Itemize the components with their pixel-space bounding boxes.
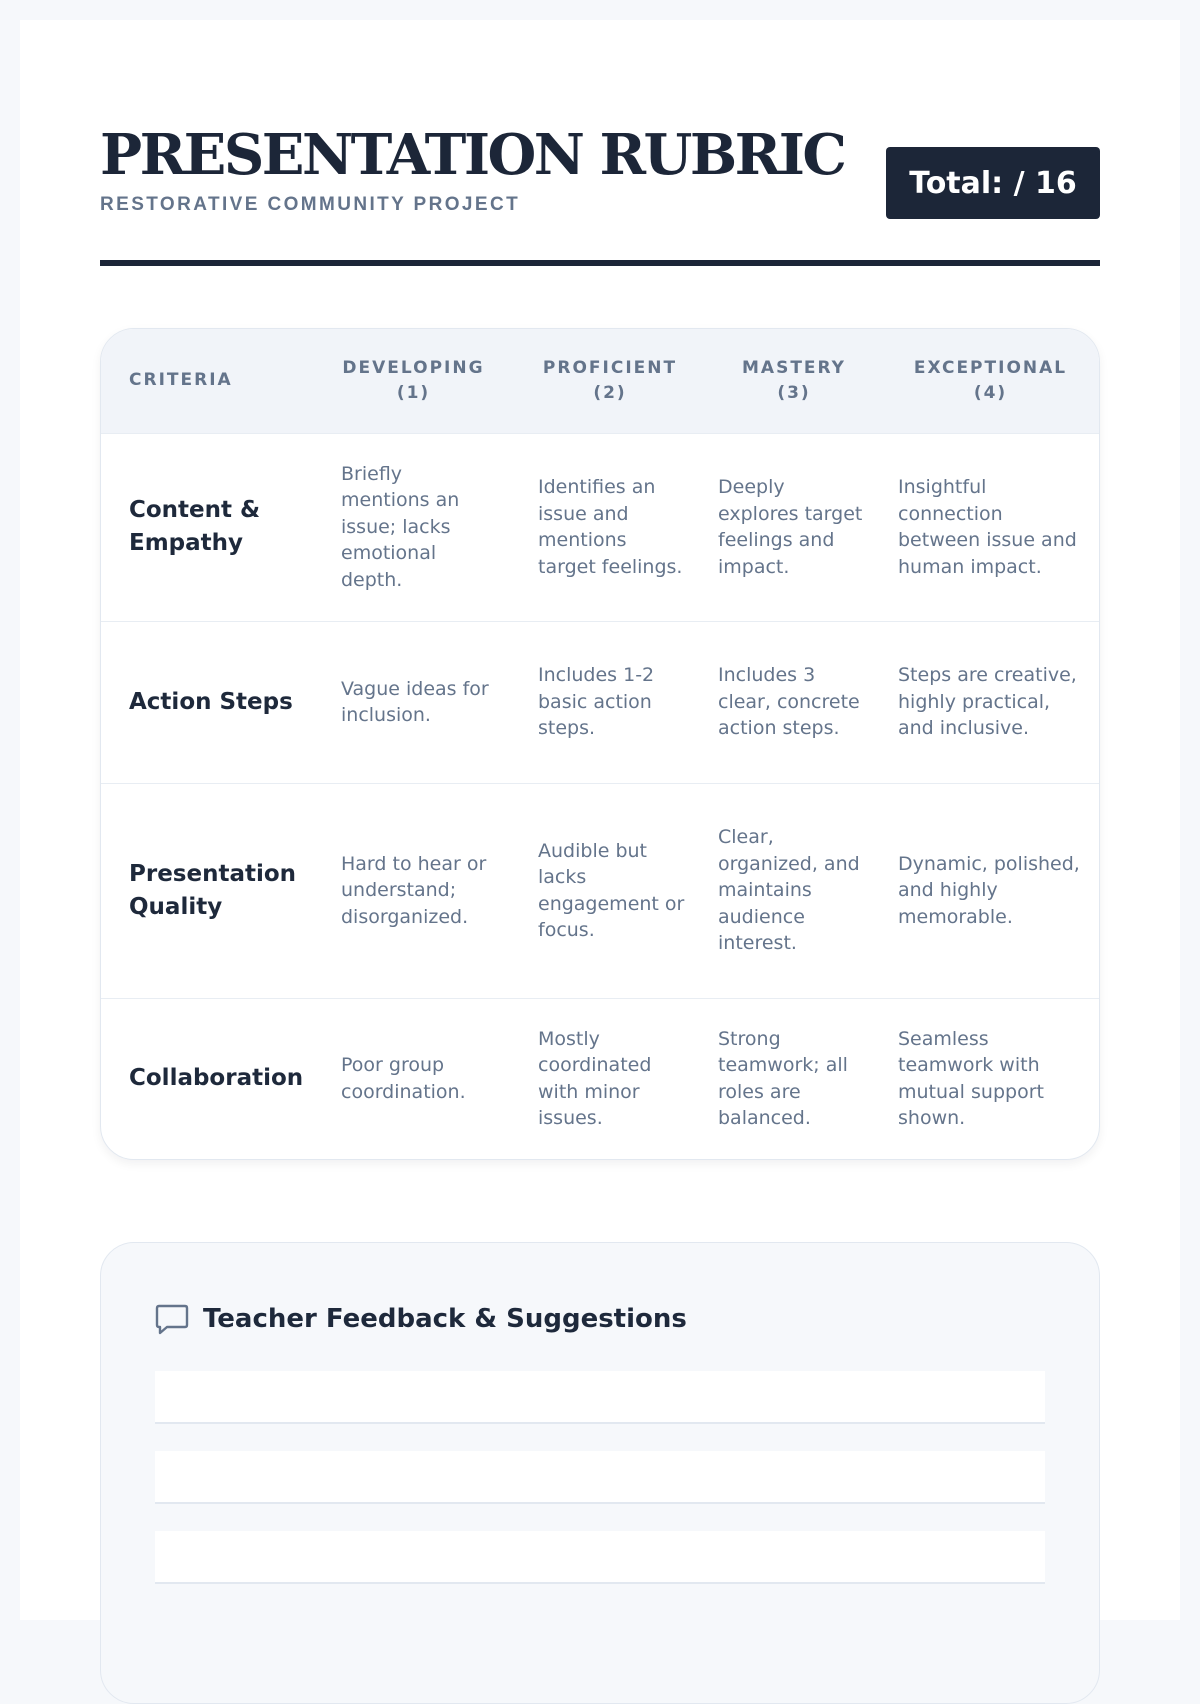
- page-header: [100, 120, 1100, 270]
- rubric-header-row: [101, 329, 1099, 433]
- page-subtitle: RESTORATIVE COMMUNITY PROJECT: [100, 194, 521, 215]
- column-header-developing: DEVELOPING (1): [342, 357, 485, 403]
- feedback-line-1[interactable]: [155, 1371, 1045, 1424]
- proficient-cell: Mostly coordinated with minor issues.: [538, 1027, 652, 1130]
- chat-bubble-icon: [155, 1303, 189, 1335]
- criterion-label: Content & Empathy: [129, 497, 261, 556]
- proficient-cell: Audible but lacks engagement or focus.: [538, 839, 685, 941]
- developing-cell: Vague ideas for inclusion.: [341, 677, 489, 726]
- feedback-title: Teacher Feedback & Suggestions: [203, 1304, 687, 1334]
- exceptional-cell: Dynamic, polished, and highly memorable.: [898, 852, 1080, 928]
- mastery-cell: Includes 3 clear, concrete action steps.: [718, 664, 860, 740]
- proficient-cell: Includes 1-2 basic action steps.: [538, 664, 655, 740]
- rubric-row-content-empathy: [101, 433, 1099, 621]
- feedback-header: [155, 1299, 687, 1339]
- developing-cell: Briefly mentions an issue; lacks emotional depth.: [341, 462, 460, 591]
- criterion-label: Collaboration: [129, 1065, 304, 1092]
- developing-cell: Hard to hear or understand; disorganized.: [341, 852, 487, 928]
- column-header-mastery: MASTERY (3): [742, 357, 846, 403]
- criterion-label: Presentation Quality: [129, 860, 297, 920]
- exceptional-cell: Steps are creative, highly practical, and inclusive.: [898, 664, 1077, 740]
- page-title: PRESENTATION RUBRIC: [100, 122, 845, 188]
- rubric-sheet: [20, 20, 1180, 1620]
- mastery-cell: Deeply explores target feelings and impact.: [718, 476, 863, 578]
- proficient-cell: Identifies an issue and mentions target feelings.: [538, 476, 683, 578]
- criterion-label: Action Steps: [129, 688, 293, 715]
- header-divider: [100, 260, 1100, 266]
- feedback-line-3[interactable]: [155, 1531, 1045, 1584]
- exceptional-cell: Insightful connection between issue and human impact.: [898, 476, 1077, 578]
- feedback-line-2[interactable]: [155, 1451, 1045, 1504]
- column-header-criteria: CRITERIA: [129, 370, 233, 391]
- mastery-cell: Strong teamwork; all roles are balanced.: [718, 1027, 848, 1130]
- rubric-row-collaboration: [101, 998, 1099, 1159]
- total-score-badge: Total: / 16: [886, 147, 1100, 219]
- mastery-cell: Clear, organized, and maintains audience interest.: [718, 826, 860, 955]
- column-header-exceptional: EXCEPTIONAL (4): [913, 357, 1068, 403]
- rubric-row-presentation-quality: [101, 783, 1099, 998]
- rubric-table-card: [100, 328, 1100, 1160]
- rubric-table: [101, 329, 1099, 1159]
- feedback-card: [100, 1242, 1100, 1704]
- rubric-row-action-steps: [101, 621, 1099, 783]
- exceptional-cell: Seamless teamwork with mutual support shown.: [898, 1027, 1044, 1130]
- column-header-proficient: PROFICIENT (2): [542, 357, 678, 403]
- developing-cell: Poor group coordination.: [341, 1054, 466, 1103]
